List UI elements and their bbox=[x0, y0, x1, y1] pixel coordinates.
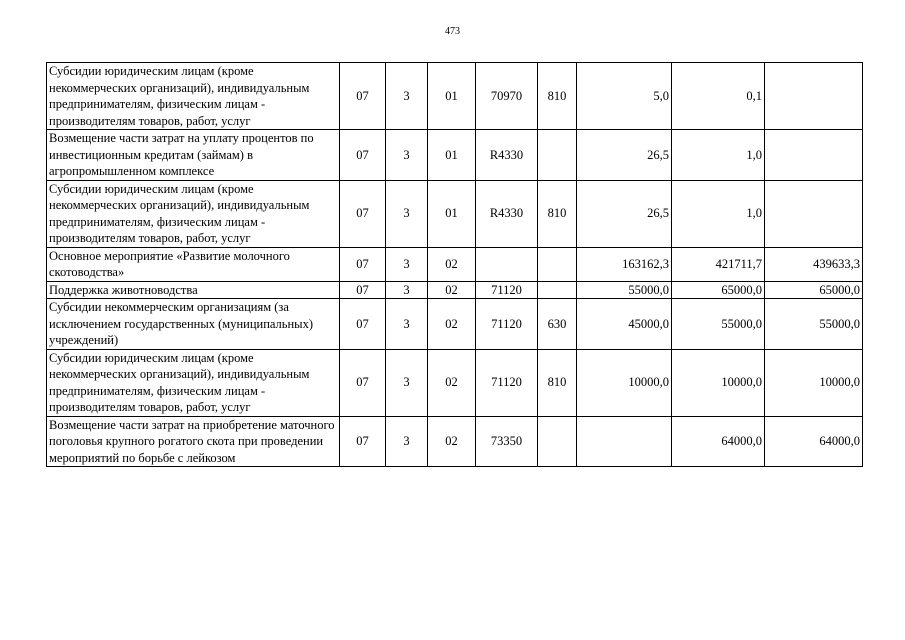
row-subsection-cell: 3 bbox=[386, 130, 428, 181]
row-sum-3-cell bbox=[765, 63, 863, 130]
row-sum-3-cell: 65000,0 bbox=[765, 281, 863, 299]
row-sum-1-cell: 45000,0 bbox=[577, 299, 672, 350]
row-subsection-cell: 3 bbox=[386, 247, 428, 281]
row-expense-type-cell: 810 bbox=[538, 349, 577, 416]
page-number: 473 bbox=[445, 26, 460, 37]
row-name-cell: Субсидии юридическим лицам (кроме некоммерческих организаций), индивидуальным предпринимателям, физическим лицам - производителям товаров, работ, услуг bbox=[47, 349, 340, 416]
row-sum-2-cell: 1,0 bbox=[672, 180, 765, 247]
row-subsection-cell: 3 bbox=[386, 63, 428, 130]
row-program-cell: 02 bbox=[428, 247, 476, 281]
row-section-cell: 07 bbox=[340, 247, 386, 281]
row-sum-2-cell: 55000,0 bbox=[672, 299, 765, 350]
row-subsection-cell: 3 bbox=[386, 299, 428, 350]
row-expense-type-cell bbox=[538, 247, 577, 281]
row-section-cell: 07 bbox=[340, 180, 386, 247]
table-row bbox=[47, 299, 863, 350]
row-expense-type-cell bbox=[538, 416, 577, 467]
row-expense-type-cell: 810 bbox=[538, 63, 577, 130]
budget-table bbox=[46, 62, 863, 467]
row-sum-2-cell: 421711,7 bbox=[672, 247, 765, 281]
row-sum-1-cell: 10000,0 bbox=[577, 349, 672, 416]
row-sum-2-cell: 64000,0 bbox=[672, 416, 765, 467]
row-sum-3-cell: 439633,3 bbox=[765, 247, 863, 281]
row-subsection-cell: 3 bbox=[386, 180, 428, 247]
table-row bbox=[47, 130, 863, 181]
row-expense-type-cell bbox=[538, 130, 577, 181]
row-name-cell: Субсидии юридическим лицам (кроме некоммерческих организаций), индивидуальным предпринимателям, физическим лицам - производителям товаров, работ, услуг bbox=[47, 63, 340, 130]
row-sum-3-cell: 55000,0 bbox=[765, 299, 863, 350]
budget-table-body bbox=[47, 63, 863, 467]
row-section-cell: 07 bbox=[340, 349, 386, 416]
row-sum-3-cell: 10000,0 bbox=[765, 349, 863, 416]
row-sum-3-cell bbox=[765, 180, 863, 247]
row-sum-2-cell: 10000,0 bbox=[672, 349, 765, 416]
row-sum-1-cell: 163162,3 bbox=[577, 247, 672, 281]
row-sum-2-cell: 0,1 bbox=[672, 63, 765, 130]
table-row bbox=[47, 247, 863, 281]
row-section-cell: 07 bbox=[340, 130, 386, 181]
row-article-cell: R4330 bbox=[476, 180, 538, 247]
row-article-cell: 73350 bbox=[476, 416, 538, 467]
row-sum-2-cell: 65000,0 bbox=[672, 281, 765, 299]
table-row bbox=[47, 63, 863, 130]
row-sum-3-cell: 64000,0 bbox=[765, 416, 863, 467]
row-program-cell: 02 bbox=[428, 349, 476, 416]
row-article-cell: 71120 bbox=[476, 299, 538, 350]
row-subsection-cell: 3 bbox=[386, 416, 428, 467]
row-program-cell: 01 bbox=[428, 180, 476, 247]
row-sum-1-cell: 5,0 bbox=[577, 63, 672, 130]
table-row bbox=[47, 416, 863, 467]
row-name-cell: Возмещение части затрат на уплату процентов по инвестиционным кредитам (займам) в агропромышленном комплексе bbox=[47, 130, 340, 181]
row-section-cell: 07 bbox=[340, 416, 386, 467]
row-sum-1-cell: 26,5 bbox=[577, 130, 672, 181]
row-sum-1-cell: 26,5 bbox=[577, 180, 672, 247]
row-expense-type-cell: 810 bbox=[538, 180, 577, 247]
table-row bbox=[47, 349, 863, 416]
row-sum-3-cell bbox=[765, 130, 863, 181]
row-sum-1-cell: 55000,0 bbox=[577, 281, 672, 299]
row-expense-type-cell: 630 bbox=[538, 299, 577, 350]
row-program-cell: 02 bbox=[428, 281, 476, 299]
row-name-cell: Поддержка животноводства bbox=[47, 281, 340, 299]
row-expense-type-cell bbox=[538, 281, 577, 299]
row-name-cell: Возмещение части затрат на приобретение маточного поголовья крупного рогатого скота при проведении мероприятий по борьбе с лейкозом bbox=[47, 416, 340, 467]
row-sum-1-cell bbox=[577, 416, 672, 467]
row-article-cell: 71120 bbox=[476, 281, 538, 299]
row-article-cell: R4330 bbox=[476, 130, 538, 181]
row-subsection-cell: 3 bbox=[386, 281, 428, 299]
row-sum-2-cell: 1,0 bbox=[672, 130, 765, 181]
row-subsection-cell: 3 bbox=[386, 349, 428, 416]
row-section-cell: 07 bbox=[340, 299, 386, 350]
row-program-cell: 01 bbox=[428, 63, 476, 130]
row-name-cell: Субсидии некоммерческим организациям (за исключением государственных (муниципальных) учреждений) bbox=[47, 299, 340, 350]
row-program-cell: 02 bbox=[428, 299, 476, 350]
row-name-cell: Субсидии юридическим лицам (кроме некоммерческих организаций), индивидуальным предпринимателям, физическим лицам - производителям товаров, работ, услуг bbox=[47, 180, 340, 247]
table-row bbox=[47, 281, 863, 299]
row-article-cell: 70970 bbox=[476, 63, 538, 130]
row-program-cell: 01 bbox=[428, 130, 476, 181]
row-program-cell: 02 bbox=[428, 416, 476, 467]
row-section-cell: 07 bbox=[340, 281, 386, 299]
row-article-cell bbox=[476, 247, 538, 281]
row-name-cell: Основное мероприятие «Развитие молочного скотоводства» bbox=[47, 247, 340, 281]
table-row bbox=[47, 180, 863, 247]
row-section-cell: 07 bbox=[340, 63, 386, 130]
row-article-cell: 71120 bbox=[476, 349, 538, 416]
